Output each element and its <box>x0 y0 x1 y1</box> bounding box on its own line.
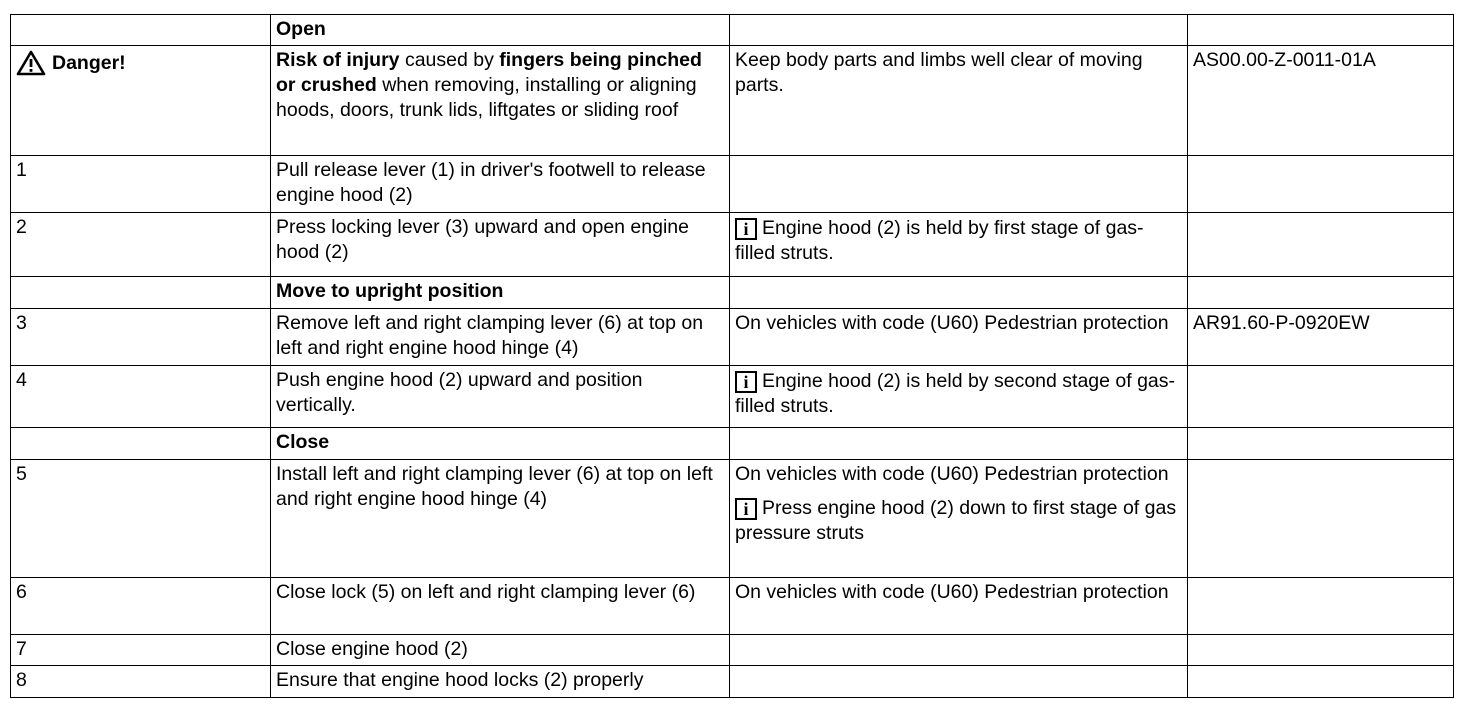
step-cell: 6 <box>11 578 271 635</box>
ref-cell <box>1188 666 1454 698</box>
procedure-table <box>10 14 1454 698</box>
instruction-cell: Remove left and right clamping lever (6) at top on left and right engine hood hinge (4) <box>271 309 730 366</box>
risk-text-end: when removing, installing or aligning hoods, doors, trunk lids, liftgates or sliding roof <box>276 74 697 121</box>
step-cell <box>11 15 271 46</box>
note-text: On vehicles with code (U60) Pedestrian protection <box>735 463 1169 485</box>
note-cell <box>730 213 1188 277</box>
note-cell <box>730 635 1188 666</box>
instruction-cell: Ensure that engine hood locks (2) properly <box>271 666 730 698</box>
instruction-cell: Pull release lever (1) in driver's footwell to release engine hood (2) <box>271 156 730 213</box>
step-cell: 8 <box>11 666 271 698</box>
ref-cell: AR91.60-P-0920EW <box>1188 309 1454 366</box>
note-cell <box>730 428 1188 460</box>
info-note-block <box>735 495 1182 546</box>
section-heading-close: Close <box>271 428 730 460</box>
note-cell <box>730 460 1188 578</box>
ref-cell: AS00.00-Z-0011-01A <box>1188 46 1454 156</box>
instruction-cell: Install left and right clamping lever (6) at top on left and right engine hood hinge (4) <box>271 460 730 578</box>
step-cell: 5 <box>11 460 271 578</box>
ref-cell <box>1188 366 1454 428</box>
table-row <box>11 15 1454 46</box>
ref-cell <box>1188 428 1454 460</box>
info-icon: i <box>735 498 757 520</box>
ref-cell <box>1188 156 1454 213</box>
table-row <box>11 309 1454 366</box>
table-row <box>11 156 1454 213</box>
table-row <box>11 635 1454 666</box>
info-icon: i <box>735 371 757 393</box>
step-cell: 1 <box>11 156 271 213</box>
step-cell: 2 <box>11 213 271 277</box>
note-cell: Keep body parts and limbs well clear of moving parts. <box>730 46 1188 156</box>
section-heading-upright: Move to upright position <box>271 277 730 309</box>
ref-cell <box>1188 277 1454 309</box>
note-cell <box>730 366 1188 428</box>
danger-label: Danger! <box>52 51 126 74</box>
note-cell <box>730 277 1188 309</box>
danger-row <box>11 46 1454 156</box>
table-row <box>11 666 1454 698</box>
instruction-cell: Close lock (5) on left and right clamping lever (6) <box>271 578 730 635</box>
info-note: Press engine hood (2) down to first stage of gas pressure struts <box>735 497 1177 544</box>
note-cell <box>730 666 1188 698</box>
ref-cell <box>1188 15 1454 46</box>
note-cell: On vehicles with code (U60) Pedestrian protection <box>730 309 1188 366</box>
risk-text: caused by <box>399 49 500 71</box>
section-heading-open: Open <box>271 15 730 46</box>
ref-cell <box>1188 213 1454 277</box>
step-cell <box>11 277 271 309</box>
table-row <box>11 366 1454 428</box>
info-note: Engine hood (2) is held by second stage of gas-filled struts. <box>735 370 1176 417</box>
info-note: Engine hood (2) is held by first stage of gas-filled struts. <box>735 217 1144 264</box>
instruction-cell: Press locking lever (3) upward and open engine hood (2) <box>271 213 730 277</box>
risk-heading: Risk of injury <box>276 49 400 71</box>
instruction-cell: Close engine hood (2) <box>271 635 730 666</box>
table-row <box>11 213 1454 277</box>
note-cell: On vehicles with code (U60) Pedestrian protection <box>730 578 1188 635</box>
note-cell <box>730 15 1188 46</box>
ref-cell <box>1188 635 1454 666</box>
ref-cell <box>1188 460 1454 578</box>
step-cell: 4 <box>11 366 271 428</box>
danger-cell <box>11 46 271 156</box>
step-cell: 7 <box>11 635 271 666</box>
table-row <box>11 428 1454 460</box>
risk-text-cell <box>271 46 730 156</box>
table-row <box>11 460 1454 578</box>
risk-emphasis: fingers being pinched or crushed <box>276 49 702 96</box>
table-row <box>11 578 1454 635</box>
warning-triangle-icon <box>16 50 46 76</box>
ref-cell <box>1188 578 1454 635</box>
info-icon: i <box>735 218 757 240</box>
step-cell: 3 <box>11 309 271 366</box>
instruction-cell: Push engine hood (2) upward and position vertically. <box>271 366 730 428</box>
note-cell <box>730 156 1188 213</box>
table-row <box>11 277 1454 309</box>
step-cell <box>11 428 271 460</box>
